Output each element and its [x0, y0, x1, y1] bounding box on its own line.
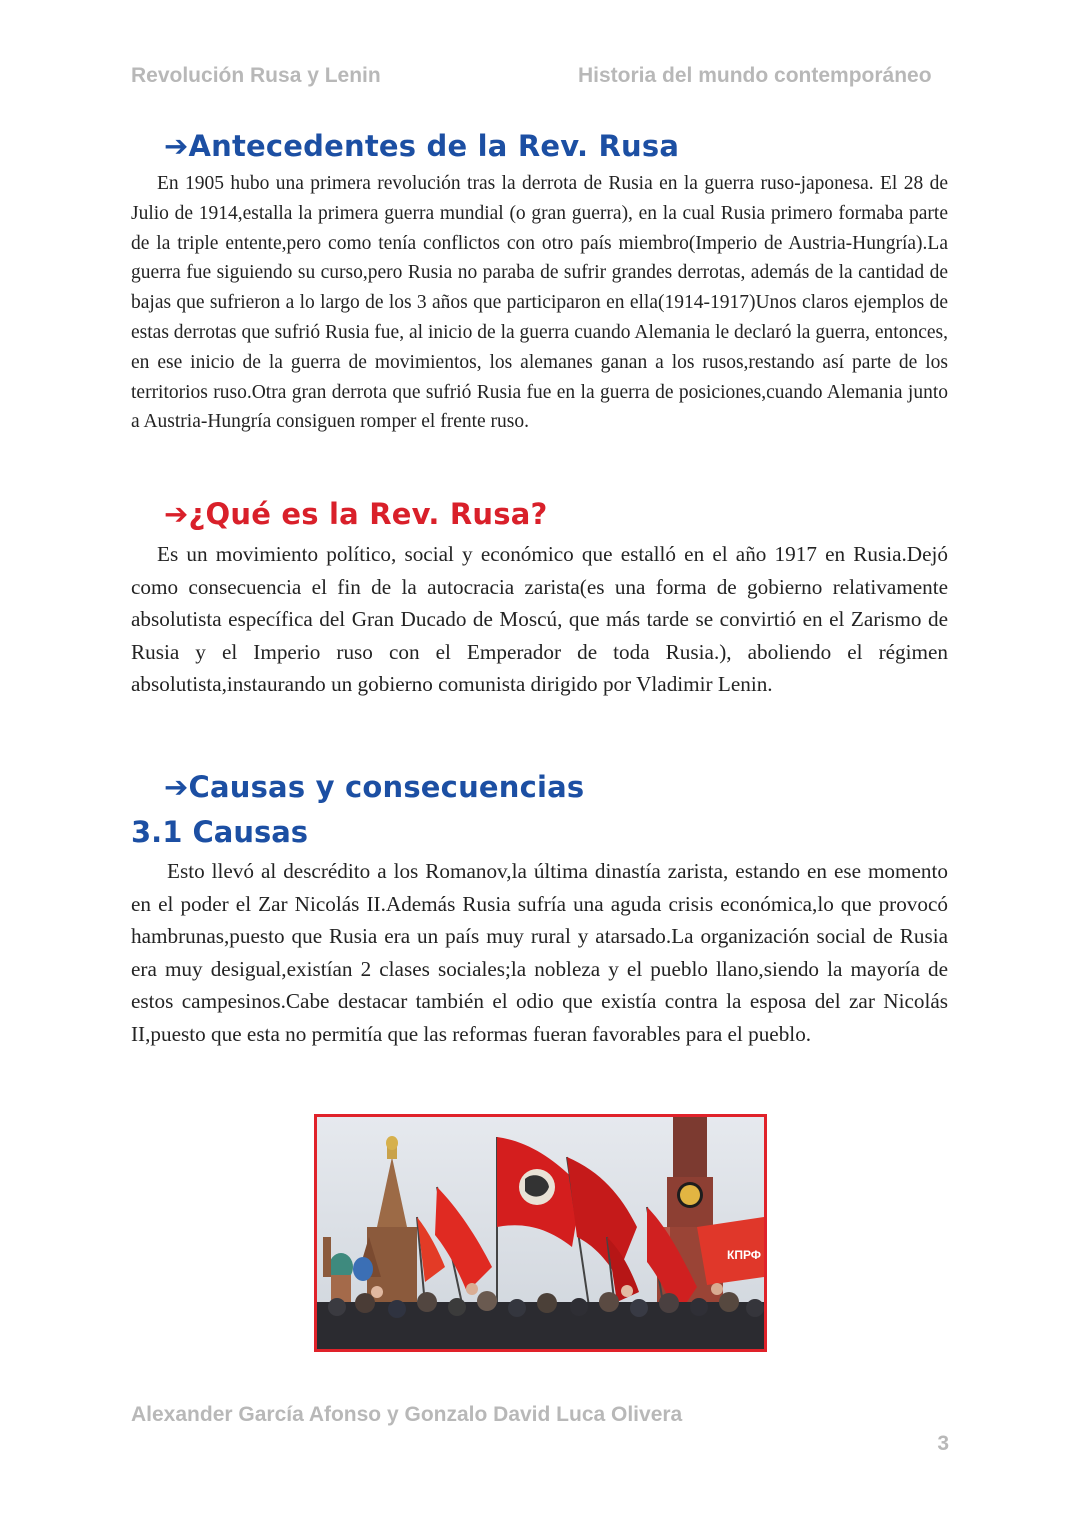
photo-red-square-rally [314, 1114, 767, 1352]
arrow-right-icon: ➔ [164, 770, 189, 804]
page-number: 3 [937, 1432, 949, 1455]
heading-antecedentes-text: Antecedentes de la Rev. Rusa [188, 129, 680, 163]
heading-antecedentes [164, 129, 679, 163]
paragraph-antecedentes-text: En 1905 hubo una primera revolución tras la derrota de Rusia en la guerra ruso-japonesa. El 28 de Julio de 1914,estalla la primera guerra mundial (o gran guerra), en la cual Rusia primero formaba parte de la triple entente,pero como tenía conflictos con otro país miembro(Imperio de Austria-Hungría).La guerra fue siguiendo su curso,pero Rusia no paraba de sufrir grandes derrotas, además de la cantidad de bajas que sufrieron a lo largo de los 3 años que participaron en ella(1914-1917)Unos claros ejemplos de estas derrotas que sufrió Rusia fue, al inicio de la guerra cuando Alemania le declaró la guerra, entonces, en ese inicio de la guerra de movimientos, los alemanes ganan a los rusos,restando así parte de los territorios ruso.Otra gran derrota que sufrió Rusia fue en la guerra de posiciones,cuando Alemania junto a Austria-Hungría consiguen romper el frente ruso. [131, 173, 948, 433]
paragraph-que-es-text: Es un movimiento político, social y económico que estalló en el año 1917 en Rusia.Dejó como consecuencia el fin de la autocracia zarista(es una forma de gobierno relativamente absolutista específica del Gran Ducado de Moscú, que más tarde se convirtió en el Zarismo de Rusia y el Imperio ruso con el Emperador de toda Rusia.), aboliendo el régimen absolutista,instaurando un gobierno comunista dirigido por Vladimir Lenin. [131, 542, 948, 697]
heading-causas-consecuencias [164, 770, 584, 804]
heading-causas-text: Causas y consecuencias [188, 770, 585, 804]
header-doc-title: Revolución Rusa y Lenin [131, 64, 381, 87]
header-subject: Historia del mundo contemporáneo [578, 64, 932, 87]
heading-que-es [164, 497, 548, 531]
heading-que-es-text: ¿Qué es la Rev. Rusa? [188, 497, 548, 531]
subheading-causas: 3.1 Causas [131, 815, 309, 849]
rally-illustration [317, 1117, 764, 1349]
paragraph-que-es [131, 538, 948, 701]
arrow-right-icon: ➔ [164, 497, 189, 531]
flag-kprf-text: КПРФ [727, 1248, 762, 1262]
paragraph-causas-text: Esto llevó al descrédito a los Romanov,la última dinastía zarista, estando en ese momento en el poder el Zar Nicolás II.Además Rusia sufría una aguda crisis económica,lo que provocó hambrunas,puesto que Rusia era un país muy rural y atarsado.La organización social de Rusia era muy desigual,existían 2 clases sociales;la nobleza y el pueblo llano,siendo la mayoría de estos campesinos.Cabe destacar también el odio que existía contra la esposa del zar Nicolás II,puesto que esta no permitía que las reformas fueran favorables para el pueblo. [131, 859, 948, 1046]
footer-authors: Alexander García Afonso y Gonzalo David Luca Olivera [131, 1403, 683, 1426]
arrow-right-icon: ➔ [164, 129, 189, 163]
paragraph-causas [131, 855, 948, 1051]
paragraph-antecedentes [131, 169, 948, 437]
